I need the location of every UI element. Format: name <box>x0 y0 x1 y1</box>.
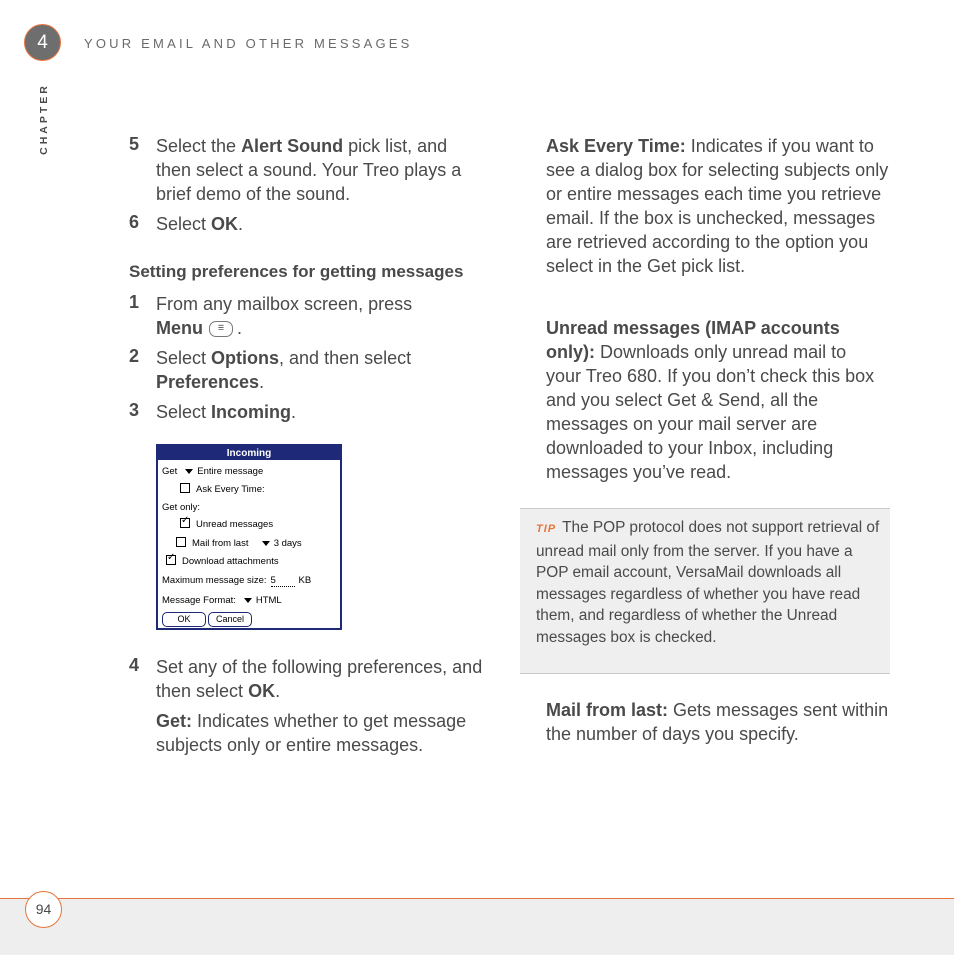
page-number: 94 <box>25 891 62 928</box>
step-4-text: Set any of the following preferences, and then select OK. <box>156 657 483 701</box>
mail-from-last-description: Mail from last: Gets messages sent within the number of days you specify. <box>546 700 889 744</box>
tip-text: TIP The POP protocol does not support retrieval of unread mail only from the server. If you have a POP email account, VersaMail downloads all messages regardless of whether you have read them, and regardless of whether the Unread messages box is checked. <box>536 519 880 646</box>
step-1-text: From any mailbox screen, press Menu ☰ . <box>156 294 413 338</box>
unread-messages-description: Unread messages (IMAP accounts only): Downloads only unread mail to your Treo 680. If you don’t check this box and you select Get & Send, all the messages on your mail server are downloaded to your Inbox, including messages you’ve read. <box>546 318 875 482</box>
chapter-label: CHAPTER <box>38 83 50 155</box>
chapter-number-badge: 4 <box>24 24 61 61</box>
footer-band <box>0 898 954 955</box>
dropdown-arrow-icon <box>244 598 252 603</box>
menu-key-icon: ☰ <box>209 321 233 337</box>
step-6-number: 6 <box>129 212 140 232</box>
tip-box <box>520 508 890 674</box>
device-max-size-row: Maximum message size: 5 KB <box>162 575 312 586</box>
ask-every-time-description: Ask Every Time: Indicates if you want to see a dialog box for selecting subjects only or entire messages each time you retrieve email. If the box is unchecked, messages are retrieved according to the option you select in the Get pick list. <box>546 136 889 276</box>
tip-label: TIP <box>536 523 557 535</box>
step-6-text: Select OK. <box>156 214 244 234</box>
checkbox-icon <box>180 483 190 493</box>
dropdown-arrow-icon <box>262 541 270 546</box>
section-heading: Setting preferences for getting messages <box>129 262 464 281</box>
device-mail-from-last-row: Mail from last 3 days <box>176 538 302 549</box>
step-3-text: Select Incoming. <box>156 402 297 422</box>
checkbox-checked-icon <box>180 518 190 528</box>
incoming-preferences-screenshot <box>156 444 342 630</box>
checkbox-checked-icon <box>166 555 176 565</box>
device-ask-row: Ask Every Time: <box>180 484 265 495</box>
step-2-number: 2 <box>129 346 140 366</box>
step-4-number: 4 <box>129 655 140 675</box>
step-5-text: Select the Alert Sound pick list, and then select a sound. Your Treo plays a brief demo of the sound. <box>156 136 462 204</box>
device-download-row: ✓Download attachments <box>166 556 279 567</box>
device-cancel-button: Cancel <box>208 612 252 627</box>
device-ok-button: OK <box>162 612 206 627</box>
device-title: Incoming <box>158 446 340 460</box>
get-description: Get: Indicates whether to get message subjects only or entire messages. <box>156 711 467 755</box>
device-unread-row: ✓Unread messages <box>180 519 273 530</box>
chapter-title: YOUR EMAIL AND OTHER MESSAGES <box>84 36 413 51</box>
checkbox-icon <box>176 537 186 547</box>
dropdown-arrow-icon <box>185 469 193 474</box>
device-format-row: Message Format: HTML <box>162 595 282 606</box>
chapter-label-vertical <box>24 80 64 170</box>
device-get-row: Get Entire message <box>162 466 264 477</box>
step-2-text: Select Options, and then select Preferences. <box>156 348 412 392</box>
step-1-number: 1 <box>129 292 140 312</box>
step-3-number: 3 <box>129 400 140 420</box>
step-5-number: 5 <box>129 134 140 154</box>
device-get-only: Get only: <box>162 502 201 513</box>
